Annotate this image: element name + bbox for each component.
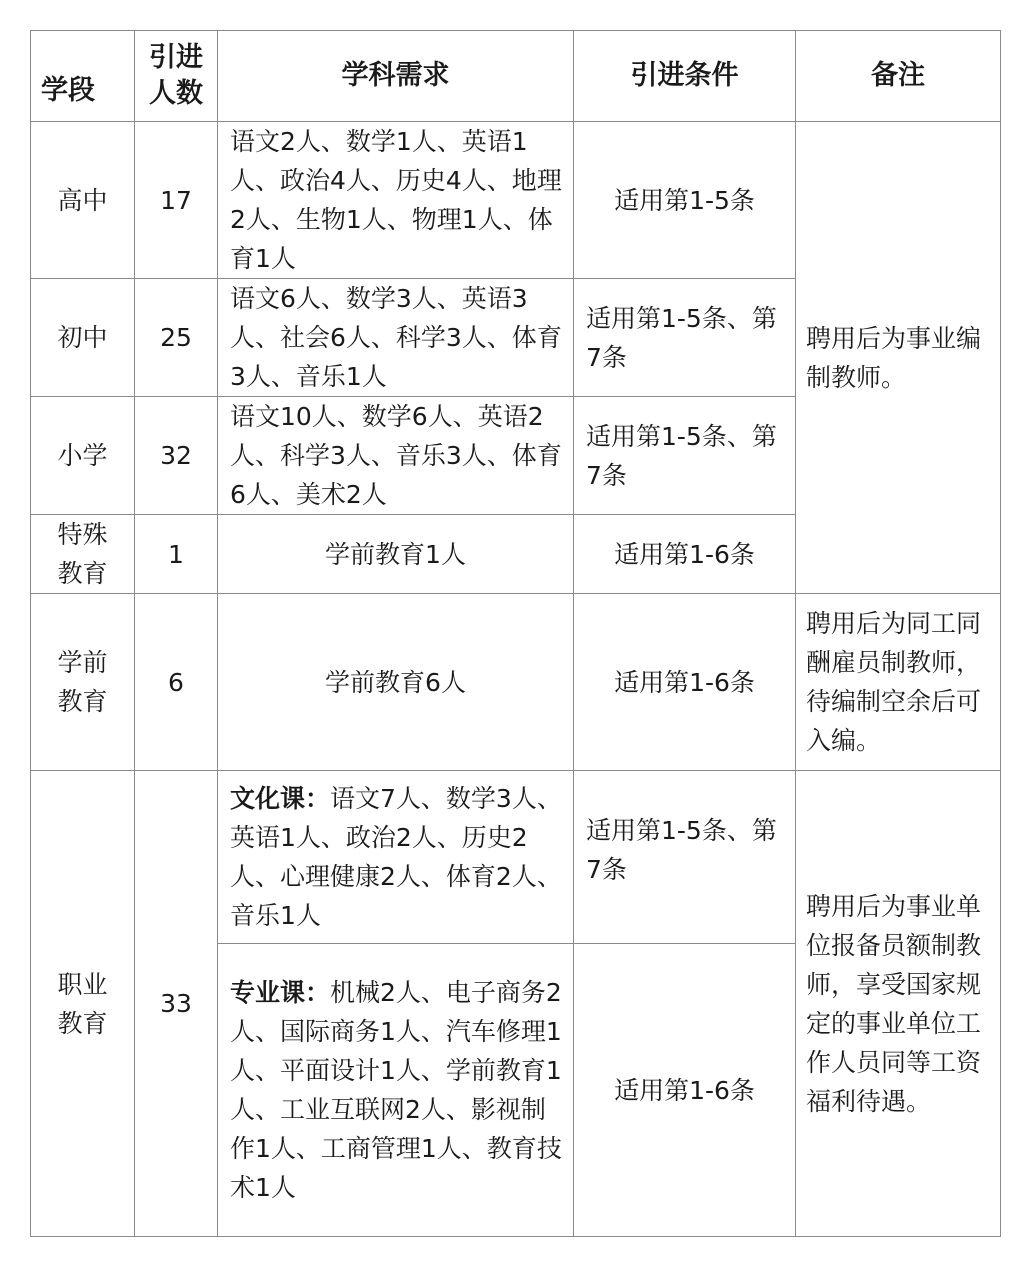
conditions-cell: 适用第1-5条、第7条 bbox=[574, 397, 796, 515]
table-row-vocational-culture bbox=[31, 771, 1001, 944]
major-subjects-cell bbox=[218, 944, 574, 1237]
count-cell: 6 bbox=[135, 594, 218, 771]
stage-cell: 职业教育 bbox=[31, 771, 135, 1237]
major-subjects: 机械2人、电子商务2人、国际商务1人、汽车修理1人、平面设计1人、学前教育1人、工业互联网2人、影视制作1人、工商管理1人、教育技术1人 bbox=[230, 978, 562, 1202]
header-notes: 备注 bbox=[796, 31, 1001, 122]
count-cell: 25 bbox=[135, 279, 218, 397]
conditions-cell: 适用第1-5条、第7条 bbox=[574, 279, 796, 397]
conditions-cell: 适用第1-6条 bbox=[574, 594, 796, 771]
conditions-cell: 适用第1-5条 bbox=[574, 122, 796, 279]
conditions-cell: 适用第1-6条 bbox=[574, 515, 796, 594]
table-row-preschool bbox=[31, 594, 1001, 771]
culture-subjects: 语文7人、数学3人、英语1人、政治2人、历史2人、心理健康2人、体育2人、音乐1人 bbox=[230, 784, 562, 930]
recruitment-table bbox=[30, 30, 1001, 1237]
table-row-high-school bbox=[31, 122, 1001, 279]
subjects-cell: 语文10人、数学6人、英语2人、科学3人、音乐3人、体育6人、美术2人 bbox=[218, 397, 574, 515]
subjects-cell: 学前教育1人 bbox=[218, 515, 574, 594]
count-cell: 1 bbox=[135, 515, 218, 594]
header-conditions: 引进条件 bbox=[574, 31, 796, 122]
header-row bbox=[31, 31, 1001, 122]
stage-cell: 高中 bbox=[31, 122, 135, 279]
culture-label: 文化课： bbox=[230, 784, 331, 813]
count-cell: 33 bbox=[135, 771, 218, 1237]
header-subjects: 学科需求 bbox=[218, 31, 574, 122]
header-count: 引进人数 bbox=[135, 31, 218, 122]
conditions-cell: 适用第1-5条、第7条 bbox=[574, 771, 796, 944]
subjects-cell: 学前教育6人 bbox=[218, 594, 574, 771]
vocational-note-cell: 聘用后为事业单位报备员额制教师，享受国家规定的事业单位工作人员同等工资福利待遇。 bbox=[796, 771, 1001, 1237]
count-cell: 32 bbox=[135, 397, 218, 515]
stage-cell: 特殊教育 bbox=[31, 515, 135, 594]
shared-note-cell: 聘用后为事业编制教师。 bbox=[796, 122, 1001, 594]
stage-cell: 初中 bbox=[31, 279, 135, 397]
conditions-cell: 适用第1-6条 bbox=[574, 944, 796, 1237]
stage-cell: 小学 bbox=[31, 397, 135, 515]
subjects-cell: 语文2人、数学1人、英语1人、政治4人、历史4人、地理2人、生物1人、物理1人、体育1人 bbox=[218, 122, 574, 279]
major-label: 专业课： bbox=[230, 978, 331, 1007]
count-cell: 17 bbox=[135, 122, 218, 279]
culture-subjects-cell bbox=[218, 771, 574, 944]
preschool-note-cell: 聘用后为同工同酬雇员制教师，待编制空余后可入编。 bbox=[796, 594, 1001, 771]
header-stage: 学段 bbox=[31, 31, 135, 122]
subjects-cell: 语文6人、数学3人、英语3人、社会6人、科学3人、体育3人、音乐1人 bbox=[218, 279, 574, 397]
stage-cell: 学前教育 bbox=[31, 594, 135, 771]
